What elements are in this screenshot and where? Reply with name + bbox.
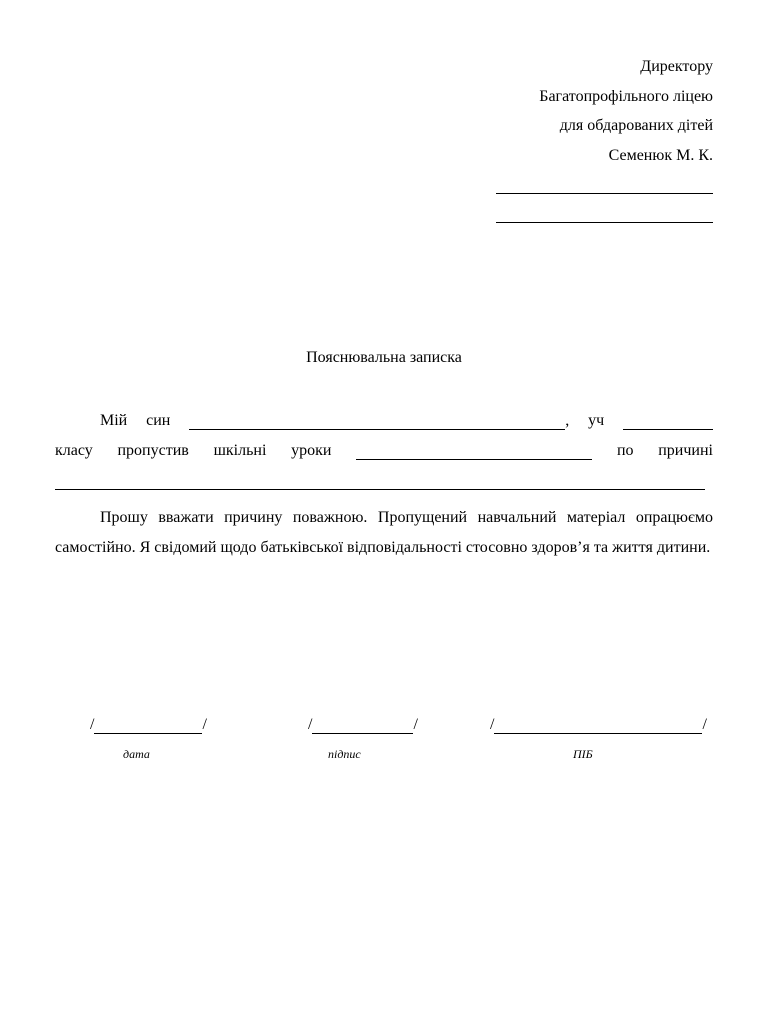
word-missed: пропустив — [117, 442, 189, 459]
word-student: уч — [588, 412, 605, 429]
class-blank[interactable] — [623, 413, 713, 430]
word-school: шкільні — [213, 442, 267, 459]
addressee-position: Директору — [640, 58, 713, 75]
date-slash-left: / — [90, 716, 95, 733]
reason-blank[interactable] — [55, 473, 705, 490]
sender-blank-line-1[interactable] — [496, 164, 713, 194]
name-blank[interactable] — [494, 718, 702, 734]
comma: , — [565, 412, 570, 429]
name-field — [490, 716, 707, 734]
addressee-block — [496, 52, 713, 229]
sign-slash-left: / — [308, 716, 313, 733]
addressee-name: Семенюк М. К. — [608, 146, 713, 164]
addressee-school-detail: для обдарованих дітей — [559, 117, 713, 134]
signature-field — [308, 716, 418, 734]
name-slash-left: / — [490, 716, 495, 733]
name-caption: ПІБ — [573, 747, 593, 761]
word-my: Мій — [100, 412, 128, 429]
word-son: син — [146, 412, 171, 429]
sign-slash-right: / — [413, 716, 418, 733]
word-for: по — [616, 442, 634, 459]
name-slash-right: / — [702, 716, 707, 733]
son-name-blank[interactable] — [189, 413, 565, 430]
body-row-2 — [55, 438, 713, 460]
sender-blank-line-2[interactable] — [496, 194, 713, 224]
word-lessons: уроки — [291, 442, 332, 459]
addressee-school: Багатопрофільного ліцею — [539, 87, 713, 105]
date-slash-right: / — [202, 716, 207, 733]
word-class: класу — [55, 442, 93, 459]
request-paragraph: Прошу вважати причину поважною. Пропущений навчальний матеріал опрацюємо самостійно. Я свідомий щодо батьківської відповідальності стосовно здоров’я та життя дитини. — [55, 509, 713, 556]
dates-blank[interactable] — [356, 443, 592, 460]
body-row-1 — [55, 408, 713, 430]
date-blank[interactable] — [94, 718, 202, 734]
signature-blank[interactable] — [312, 718, 413, 734]
body-row-3 — [55, 468, 713, 490]
date-field — [90, 716, 207, 734]
date-caption: дата — [123, 747, 150, 761]
word-reason: причині — [658, 442, 713, 459]
signature-caption: підпис — [328, 747, 361, 761]
document-title: Пояснювальна записка — [306, 349, 462, 366]
